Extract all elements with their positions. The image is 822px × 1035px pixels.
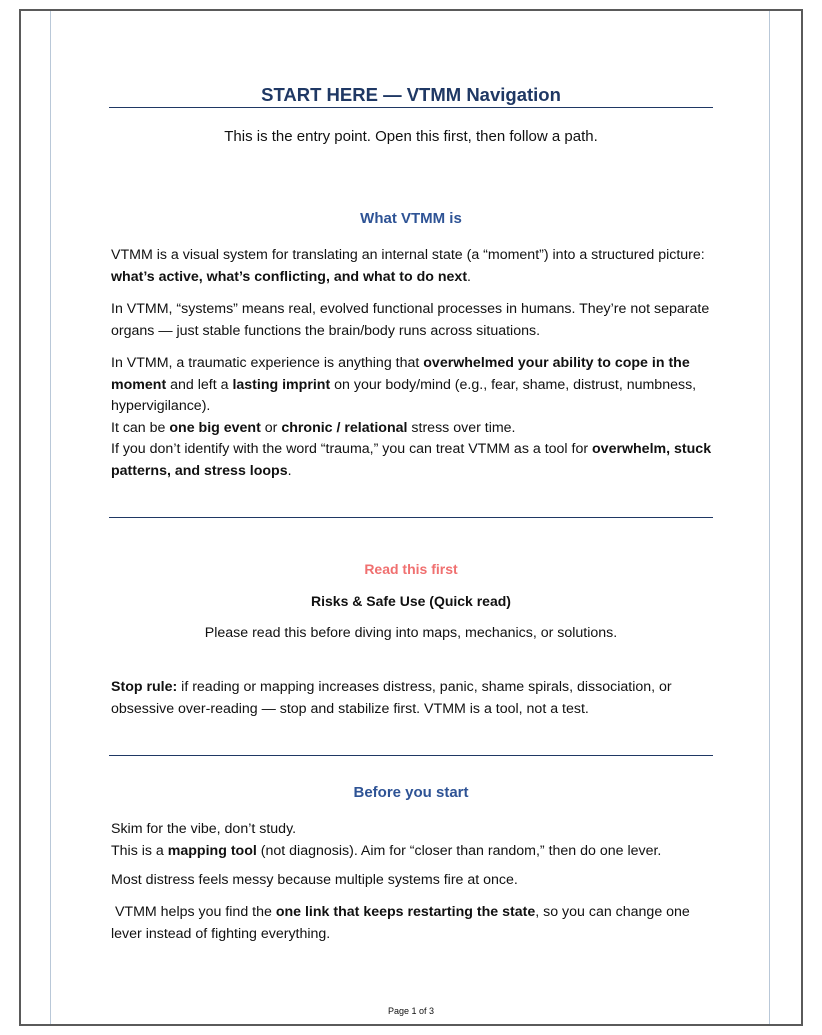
page-number: Page 1 of 3 <box>387 1006 435 1016</box>
left-margin-guide <box>50 11 51 1024</box>
before-start-heading: Before you start <box>353 784 469 801</box>
read-first-label: Read this first <box>364 561 458 577</box>
intro-text: This is the entry point. Open this first, then follow a path. <box>224 128 598 145</box>
title-divider <box>109 107 713 108</box>
text-run: VTMM helps you find the <box>111 904 276 920</box>
text-run: (not diagnosis). Aim for “closer than random,” then do one lever. <box>256 842 662 859</box>
document-page <box>19 9 803 1026</box>
stop-rule-text: if reading or mapping increases distress, panic, shame spirals, dissociation, or obsessive over-reading — stop and stabilize first. VTMM is a tool, not a test. <box>111 679 672 717</box>
bold-text: what’s active, what’s conflicting, and what to do next <box>111 268 468 285</box>
before-start-paragraph-3 <box>111 902 715 945</box>
bold-text: one big event <box>169 419 261 436</box>
text-run: This is a <box>111 842 168 859</box>
bold-text: lasting imprint <box>232 376 331 393</box>
trauma-definition <box>111 353 715 418</box>
risks-title: Risks & Safe Use (Quick read) <box>311 593 511 609</box>
page-title: START HERE — VTMM Navigation <box>261 84 561 105</box>
what-is-paragraph-1 <box>111 245 715 288</box>
section-divider-2 <box>109 755 713 756</box>
bold-text: overwhelmed your ability to cope in the moment <box>111 355 690 393</box>
text-run: . <box>287 462 292 479</box>
bold-text: overwhelm, stuck patterns, and stress loops <box>111 441 712 479</box>
trauma-scope-line <box>111 418 715 440</box>
before-start-paragraph-2: Most distress feels messy because multiple systems fire at once. <box>111 872 518 888</box>
stop-rule-paragraph <box>111 677 715 720</box>
text-run: If you don’t identify with the word “trauma,” you can treat VTMM as a tool for <box>111 441 593 457</box>
stop-rule-label: Stop rule: <box>111 679 178 695</box>
text-run: on your body/mind (e.g., fear, shame, distrust, numbness, hypervigilance). <box>111 376 697 414</box>
skim-line: Skim for the vibe, don’t study. <box>111 821 297 837</box>
bold-text: mapping tool <box>167 842 257 859</box>
what-is-heading: What VTMM is <box>360 210 462 227</box>
section-divider-1 <box>109 517 713 518</box>
text-run: VTMM is a visual system for translating an internal state (a “moment”) into a structured picture: <box>111 247 705 263</box>
bold-text: chronic / relational <box>281 419 408 436</box>
bold-text: one link that keeps restarting the state <box>275 904 536 920</box>
right-margin-guide <box>769 11 770 1024</box>
what-is-paragraph-2: In VTMM, “systems” means real, evolved functional processes in humans. They’re not separate organs — just stable functions the brain/body runs across situations. <box>111 301 710 339</box>
text-run: . <box>467 268 471 285</box>
text-run: It can be <box>111 419 170 436</box>
text-run: or <box>260 419 282 436</box>
text-run: and left a <box>166 376 233 393</box>
mapping-tool-line <box>111 841 715 863</box>
what-is-paragraph-3 <box>111 353 715 482</box>
read-first-note: Please read this before diving into maps, mechanics, or solutions. <box>204 625 618 641</box>
text-run: stress over time. <box>407 419 516 436</box>
text-run: In VTMM, a traumatic experience is anything that <box>111 355 424 371</box>
before-start-paragraph-1 <box>111 819 715 862</box>
text-run: , so you can change one lever instead of fighting everything. <box>111 904 694 942</box>
trauma-alternative-line <box>111 439 715 482</box>
